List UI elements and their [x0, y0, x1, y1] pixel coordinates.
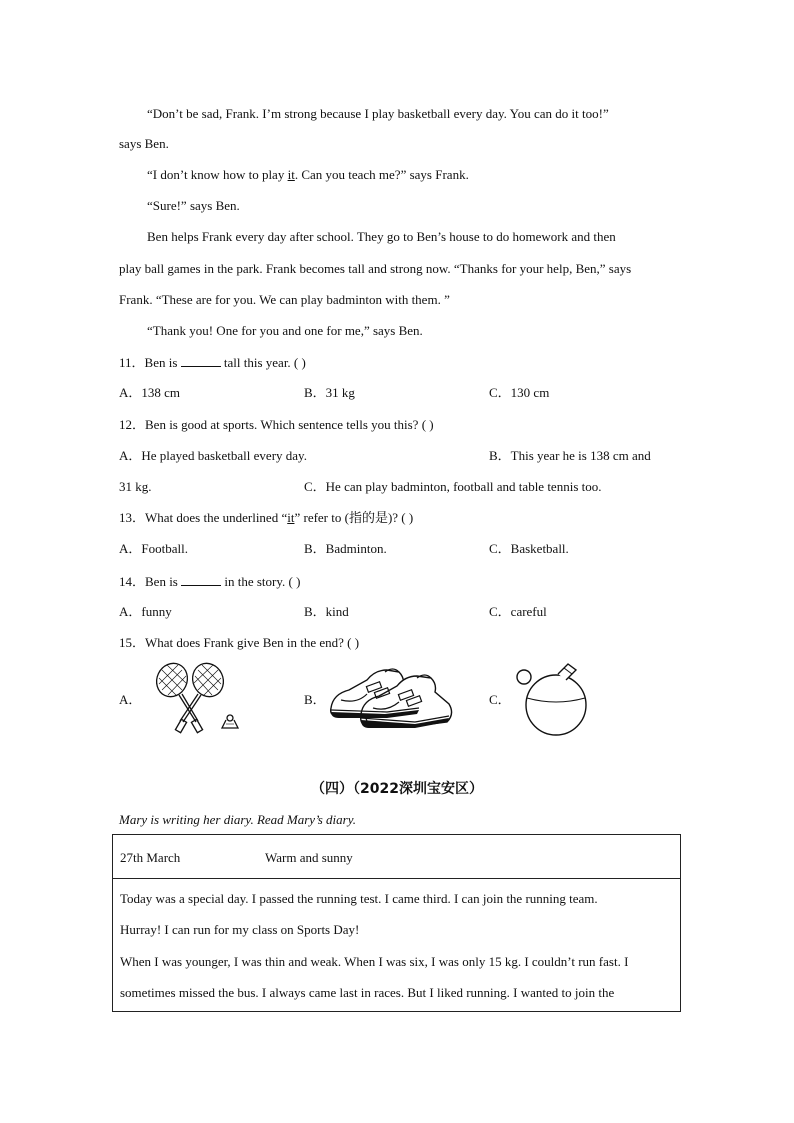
sneakers-icon — [327, 664, 455, 736]
passage-line — [147, 167, 469, 183]
answer-blank — [181, 573, 221, 586]
underlined-it: it — [287, 167, 295, 182]
passage-line: Frank. “These are for you. We can play badminton with them. ” — [119, 292, 450, 307]
passage-text: “I don’t know how to play — [147, 167, 288, 182]
underlined-it: it — [287, 510, 295, 525]
question-14-option-c: C．careful — [489, 604, 547, 619]
passage-line: “Thank you! One for you and one for me,” says Ben. — [147, 323, 423, 338]
section-instruction: Mary is writing her diary. Read Mary’s diary. — [119, 812, 357, 827]
question-12-option-b: B．This year he is 138 cm and — [489, 448, 651, 463]
section-title: （四）（2022深圳宝安区） — [311, 781, 483, 797]
question-13-option-c: C．Basketball. — [489, 541, 569, 556]
diary-table — [112, 834, 681, 1012]
question-15-option-c: C． — [489, 692, 511, 707]
question-13-option-b: B．Badminton. — [304, 541, 387, 556]
question-11-option-c: C．130 cm — [489, 385, 550, 400]
question-15-stem: 15．What does Frank give Ben in the end? ( ) — [119, 635, 360, 650]
question-text: 13．What does the underlined “ — [119, 510, 288, 525]
question-13-option-a: A．Football. — [119, 541, 188, 556]
passage-line: says Ben. — [119, 136, 169, 151]
question-12-option-b-cont: 31 kg. — [119, 479, 152, 494]
question-14-stem — [119, 573, 300, 590]
diary-line: sometimes missed the bus. I always came last in races. But I liked running. I wanted to join the — [120, 985, 615, 1000]
question-11-stem — [119, 354, 306, 371]
question-text: 14．Ben is — [119, 574, 182, 589]
question-15-option-b: B． — [304, 692, 326, 707]
question-text: 11．Ben is — [119, 355, 181, 370]
answer-blank — [181, 354, 221, 367]
question-text: tall this year. ( ) — [220, 355, 306, 370]
passage-line: “Sure!” says Ben. — [147, 198, 240, 213]
passage-line: play ball games in the park. Frank becomes tall and strong now. “Thanks for your help, Ben,” says — [119, 261, 632, 276]
table-divider — [113, 878, 680, 879]
question-12-option-a: A．He played basketball every day. — [119, 448, 307, 463]
question-14-option-b: B．kind — [304, 604, 349, 619]
diary-line: When I was younger, I was thin and weak. When I was six, I was only 15 kg. I couldn’t run fast. I — [120, 954, 629, 969]
question-13-stem — [119, 510, 413, 526]
passage-line: Ben helps Frank every day after school. They go to Ben’s house to do homework and then — [147, 229, 616, 244]
question-text: in the story. ( ) — [221, 574, 301, 589]
question-text: ” refer to (指的是)? ( ) — [294, 510, 414, 525]
question-14-option-a: A．funny — [119, 604, 172, 619]
table-tennis-icon — [512, 660, 598, 740]
question-11-option-b: B．31 kg — [304, 385, 355, 400]
question-12-stem: 12．Ben is good at sports. Which sentence tells you this? ( ) — [119, 417, 434, 432]
diary-weather: Warm and sunny — [265, 850, 353, 865]
passage-text: . Can you teach me?” says Frank. — [294, 167, 469, 182]
passage-line: “Don’t be sad, Frank. I’m strong because I play basketball every day. You can do it too!” — [147, 106, 609, 121]
question-12-option-c: C．He can play badminton, football and table tennis too. — [304, 479, 602, 494]
question-11-option-a: A．138 cm — [119, 385, 181, 400]
diary-line: Hurray! I can run for my class on Sports Day! — [120, 922, 360, 937]
question-15-option-a: A． — [119, 692, 142, 707]
diary-date: 27th March — [120, 850, 181, 865]
badminton-rackets-icon — [150, 660, 245, 740]
diary-line: Today was a special day. I passed the running test. I came third. I can join the running team. — [120, 891, 598, 906]
